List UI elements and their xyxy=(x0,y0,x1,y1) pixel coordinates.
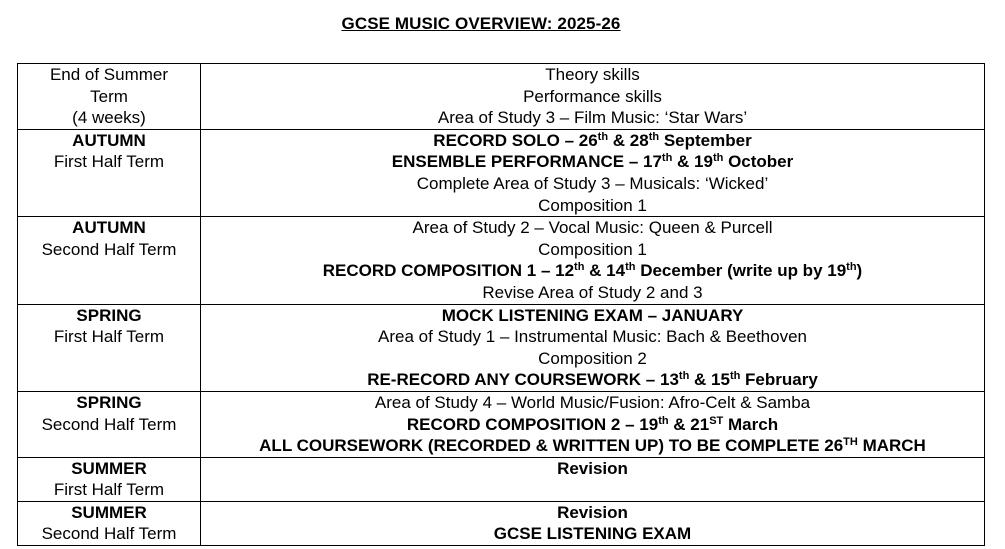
content-line xyxy=(203,305,982,327)
term-line: First Half Term xyxy=(53,152,165,172)
ordinal-suffix: ST xyxy=(709,414,724,427)
content-line xyxy=(203,217,982,239)
content-text: Composition 1 xyxy=(538,239,647,259)
content-line xyxy=(203,239,982,261)
content-text: Revise Area of Study 2 and 3 xyxy=(482,282,703,302)
ordinal-suffix: th xyxy=(574,261,585,274)
content-line xyxy=(203,326,982,348)
content-text: & 21 xyxy=(668,414,710,434)
ordinal-suffix: th xyxy=(678,370,690,383)
content-cell xyxy=(201,64,985,130)
content-text: Performance skills xyxy=(523,86,662,106)
ordinal-suffix: th xyxy=(661,152,673,165)
term-cell xyxy=(18,391,201,457)
content-line xyxy=(203,369,982,391)
term-cell xyxy=(18,304,201,391)
content-line xyxy=(203,151,982,173)
content-cell xyxy=(201,501,985,545)
table-row xyxy=(18,64,985,130)
content-text: RECORD COMPOSITION 2 – 19 xyxy=(406,414,659,434)
term-line: First Half Term xyxy=(53,480,165,500)
content-text: Area of Study 1 – Instrumental Music: Bach & Beethoven xyxy=(377,327,807,347)
content-text: & 19 xyxy=(672,152,713,172)
content-cell xyxy=(201,304,985,391)
overview-table xyxy=(17,63,985,546)
overview-table-body xyxy=(18,64,985,546)
content-text: Revision xyxy=(557,458,628,478)
term-line: SPRING xyxy=(76,392,142,412)
ordinal-suffix: TH xyxy=(843,436,858,449)
content-text: RECORD COMPOSITION 1 – 12 xyxy=(322,261,575,281)
ordinal-suffix: th xyxy=(648,130,660,143)
term-line: SUMMER xyxy=(71,458,147,478)
content-text: Area of Study 4 – World Music/Fusion: Afro-Celt & Samba xyxy=(374,392,811,412)
term-line: SUMMER xyxy=(71,502,147,522)
content-line xyxy=(203,86,982,108)
content-text: & 14 xyxy=(584,261,626,281)
content-line xyxy=(203,173,982,195)
content-line xyxy=(203,107,982,129)
term-line: Term xyxy=(90,86,128,106)
term-cell xyxy=(18,501,201,545)
ordinal-suffix: th xyxy=(712,152,724,165)
ordinal-suffix: th xyxy=(625,261,636,274)
content-line xyxy=(203,458,982,480)
table-row xyxy=(18,391,985,457)
term-line: (4 weeks) xyxy=(72,108,146,128)
term-line: AUTUMN xyxy=(72,218,146,238)
content-text: & 15 xyxy=(689,370,730,390)
content-line xyxy=(203,282,982,304)
ordinal-suffix: th xyxy=(597,130,609,143)
content-line xyxy=(203,435,982,457)
content-text: Composition 2 xyxy=(538,348,647,368)
content-text: ALL COURSEWORK (RECORDED & WRITTEN UP) TO BE COMPLETE 26 xyxy=(259,436,844,456)
term-line: SPRING xyxy=(76,305,142,325)
ordinal-suffix: th xyxy=(846,261,857,274)
term-cell xyxy=(18,64,201,130)
content-text: Complete Area of Study 3 – Musicals: ‘Wicked’ xyxy=(416,173,769,193)
content-line xyxy=(203,414,982,436)
content-line xyxy=(203,502,982,524)
term-line: Second Half Term xyxy=(41,239,177,259)
table-row xyxy=(18,501,985,545)
content-line xyxy=(203,348,982,370)
ordinal-suffix: th xyxy=(658,414,669,427)
content-text: Area of Study 3 – Film Music: ‘Star Wars’ xyxy=(437,108,748,128)
content-text: Composition 1 xyxy=(538,195,647,215)
content-text: Theory skills xyxy=(545,65,640,84)
content-text: February xyxy=(740,370,818,390)
content-line xyxy=(203,64,982,86)
content-text: & 28 xyxy=(608,130,649,150)
table-row xyxy=(18,129,985,216)
content-cell xyxy=(201,217,985,304)
term-line: Second Half Term xyxy=(41,414,177,434)
content-text: October xyxy=(723,152,794,172)
term-cell xyxy=(18,217,201,304)
term-line: Second Half Term xyxy=(41,524,177,544)
content-text: March xyxy=(723,414,779,434)
content-text: Area of Study 2 – Vocal Music: Queen & Purcell xyxy=(412,218,773,238)
term-line: AUTUMN xyxy=(72,130,146,150)
content-text: December (write up by 19 xyxy=(635,261,847,281)
content-line xyxy=(203,392,982,414)
content-text: September xyxy=(659,130,752,150)
document-title: GCSE MUSIC OVERVIEW: 2025-26 xyxy=(341,14,621,33)
content-text: MOCK LISTENING EXAM – JANUARY xyxy=(441,305,744,325)
content-line xyxy=(203,260,982,282)
content-line xyxy=(203,130,982,152)
term-cell xyxy=(18,129,201,216)
term-line: End of Summer xyxy=(49,65,169,84)
content-cell xyxy=(201,129,985,216)
ordinal-suffix: th xyxy=(729,370,741,383)
term-line: First Half Term xyxy=(53,327,165,347)
table-row xyxy=(18,457,985,501)
content-text: GCSE LISTENING EXAM xyxy=(493,524,692,544)
content-text: ) xyxy=(856,261,863,281)
content-text: RE-RECORD ANY COURSEWORK – 13 xyxy=(367,370,679,390)
content-cell xyxy=(201,457,985,501)
content-line xyxy=(203,195,982,217)
content-text: Revision xyxy=(557,502,628,522)
content-line xyxy=(203,523,982,545)
table-row xyxy=(18,304,985,391)
table-row xyxy=(18,217,985,304)
content-text: MARCH xyxy=(857,436,926,456)
content-cell xyxy=(201,391,985,457)
content-text: RECORD SOLO – 26 xyxy=(433,130,598,150)
term-cell xyxy=(18,457,201,501)
content-text: ENSEMBLE PERFORMANCE – 17 xyxy=(391,152,662,172)
